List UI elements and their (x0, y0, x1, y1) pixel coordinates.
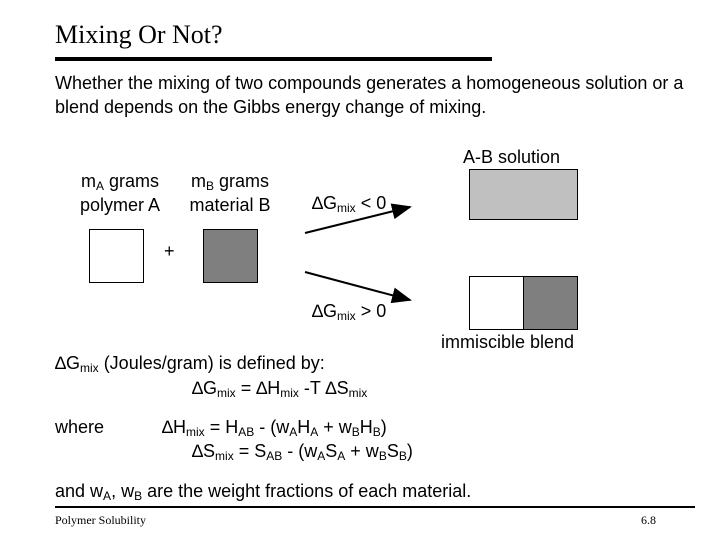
gibbs-equation: $\Delta G_{mix} = \Delta H_{mix}$ -T $\Delta S_{mix}$ (192, 378, 368, 400)
arrow-to-blend (305, 272, 410, 300)
where-label: where (55, 417, 105, 437)
blend-label: immiscible blend (441, 332, 575, 352)
solution-rectangle (469, 169, 578, 220)
entropy-equation: $\Delta S_{mix} = S_{AB} - (w_AS_A + w_BS_B)$ (192, 441, 413, 463)
plus-sign: + (164, 241, 175, 261)
intro-text: Whether the mixing of two compounds generates a homogeneous solution or a blend depends on the Gibbs energy change of mixing. (55, 73, 684, 117)
condition-positive: $\Delta G_{mix} > 0$ (312, 301, 387, 323)
footer-title: Polymer Solubility (55, 513, 147, 527)
slide-title: Mixing Or Not? (55, 20, 223, 49)
material-a-label: $m_A$ grams polymer A (79, 171, 161, 215)
blend-gray-square (523, 276, 578, 330)
enthalpy-equation: $\Delta H_{mix} = H_{AB} - (w_AH_A + w_BH_B)$ (162, 417, 387, 439)
condition-negative: $\Delta G_{mix} < 0$ (312, 193, 387, 215)
footer-rule (55, 506, 695, 508)
blend-white-square (469, 276, 524, 330)
solution-label: A-B solution (463, 147, 561, 167)
material-b-label: $m_B$ grams material B (189, 171, 271, 215)
closing-text: and $w_A$, $w_B$ are the weight fractions of each material. (55, 481, 472, 503)
definition-line: $\Delta G_{mix}$ (Joules/gram) is defined by: (55, 353, 325, 375)
slide-number: 6.8 (641, 513, 656, 527)
